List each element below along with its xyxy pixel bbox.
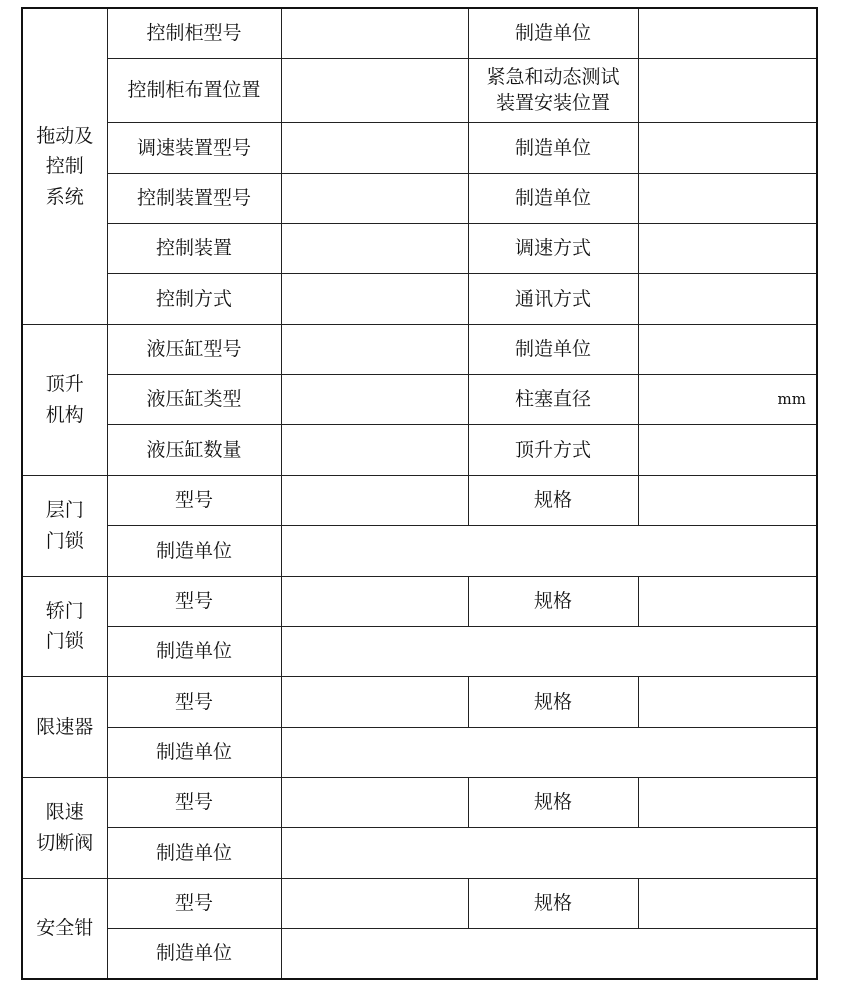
label-speed-regulation-mode: 调速方式 bbox=[468, 224, 638, 274]
value-model[interactable] bbox=[281, 777, 468, 827]
label-manufacturer: 制造单位 bbox=[107, 929, 281, 979]
group-landing-door-lock: 层门 门锁 bbox=[22, 475, 107, 576]
label-manufacturer: 制造单位 bbox=[468, 173, 638, 223]
label-model: 型号 bbox=[107, 677, 281, 727]
label-control-cabinet-model: 控制柜型号 bbox=[107, 8, 281, 58]
label-spec: 规格 bbox=[468, 777, 638, 827]
group-drive-control: 拖动及 控制 系统 bbox=[22, 8, 107, 324]
label-spec: 规格 bbox=[468, 878, 638, 928]
label-lifting-method: 顶升方式 bbox=[468, 425, 638, 475]
label-model: 型号 bbox=[107, 777, 281, 827]
label-model: 型号 bbox=[107, 576, 281, 626]
label-model: 型号 bbox=[107, 878, 281, 928]
label-manufacturer: 制造单位 bbox=[107, 828, 281, 878]
label-manufacturer: 制造单位 bbox=[107, 727, 281, 777]
value-speed-regulation-mode[interactable] bbox=[638, 224, 817, 274]
value-manufacturer[interactable] bbox=[281, 828, 817, 878]
label-spec: 规格 bbox=[468, 677, 638, 727]
label-manufacturer: 制造单位 bbox=[468, 8, 638, 58]
value-model[interactable] bbox=[281, 878, 468, 928]
value-control-cabinet-model[interactable] bbox=[281, 8, 468, 58]
value-cylinder-model[interactable] bbox=[281, 324, 468, 374]
value-communication-mode[interactable] bbox=[638, 274, 817, 324]
group-rupture-valve: 限速 切断阀 bbox=[22, 777, 107, 878]
value-manufacturer[interactable] bbox=[638, 324, 817, 374]
value-cylinder-count[interactable] bbox=[281, 425, 468, 475]
value-control-cabinet-location[interactable] bbox=[281, 58, 468, 122]
label-manufacturer: 制造单位 bbox=[107, 626, 281, 676]
value-manufacturer[interactable] bbox=[281, 526, 817, 576]
label-control-cabinet-location: 控制柜布置位置 bbox=[107, 58, 281, 122]
group-speed-governor: 限速器 bbox=[22, 677, 107, 778]
unit-mm: mm bbox=[777, 390, 806, 409]
value-manufacturer[interactable] bbox=[281, 929, 817, 979]
value-spec[interactable] bbox=[638, 677, 817, 727]
label-manufacturer: 制造单位 bbox=[468, 324, 638, 374]
label-manufacturer: 制造单位 bbox=[107, 526, 281, 576]
value-control-mode[interactable] bbox=[281, 274, 468, 324]
label-model: 型号 bbox=[107, 475, 281, 525]
value-spec[interactable] bbox=[638, 576, 817, 626]
value-manufacturer[interactable] bbox=[281, 727, 817, 777]
label-speed-regulator-model: 调速装置型号 bbox=[107, 123, 281, 173]
value-emergency-test-device-location[interactable] bbox=[638, 58, 817, 122]
value-control-device[interactable] bbox=[281, 224, 468, 274]
value-spec[interactable] bbox=[638, 878, 817, 928]
elevator-component-table bbox=[21, 7, 818, 980]
label-cylinder-type: 液压缸类型 bbox=[107, 375, 281, 425]
value-spec[interactable] bbox=[638, 777, 817, 827]
label-spec: 规格 bbox=[468, 576, 638, 626]
value-speed-regulator-model[interactable] bbox=[281, 123, 468, 173]
value-manufacturer[interactable] bbox=[638, 123, 817, 173]
group-car-door-lock: 轿门 门锁 bbox=[22, 576, 107, 677]
label-plunger-diameter: 柱塞直径 bbox=[468, 375, 638, 425]
label-cylinder-model: 液压缸型号 bbox=[107, 324, 281, 374]
value-manufacturer[interactable] bbox=[638, 8, 817, 58]
value-manufacturer[interactable] bbox=[281, 626, 817, 676]
label-control-mode: 控制方式 bbox=[107, 274, 281, 324]
label-manufacturer: 制造单位 bbox=[468, 123, 638, 173]
value-spec[interactable] bbox=[638, 475, 817, 525]
value-lifting-method[interactable] bbox=[638, 425, 817, 475]
label-control-device-model: 控制装置型号 bbox=[107, 173, 281, 223]
label-spec: 规格 bbox=[468, 475, 638, 525]
group-safety-gear: 安全钳 bbox=[22, 878, 107, 979]
label-communication-mode: 通讯方式 bbox=[468, 274, 638, 324]
label-cylinder-count: 液压缸数量 bbox=[107, 425, 281, 475]
value-model[interactable] bbox=[281, 576, 468, 626]
label-emergency-test-device-location: 紧急和动态测试 装置安装位置 bbox=[468, 58, 638, 122]
value-model[interactable] bbox=[281, 475, 468, 525]
value-model[interactable] bbox=[281, 677, 468, 727]
value-control-device-model[interactable] bbox=[281, 173, 468, 223]
group-lifting-mechanism: 顶升 机构 bbox=[22, 324, 107, 475]
value-plunger-diameter[interactable] bbox=[638, 375, 817, 425]
label-control-device: 控制装置 bbox=[107, 224, 281, 274]
value-manufacturer[interactable] bbox=[638, 173, 817, 223]
value-cylinder-type[interactable] bbox=[281, 375, 468, 425]
